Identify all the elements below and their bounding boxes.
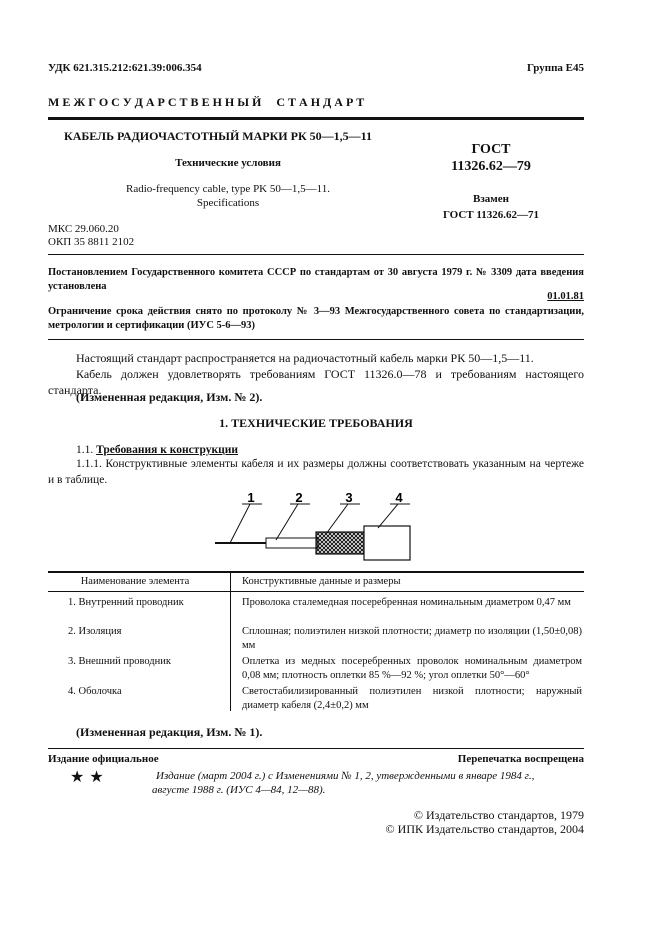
limitation-text: Ограничение срока действия снято по протоколу № 3—93 Межгосударственного совета по стандартизации, метрологии и сертификации (ИУС 5-6—93) <box>48 306 584 331</box>
okp-code: ОКП 35 8811 2102 <box>48 236 135 248</box>
table-row-2-element: 2. Изоляция <box>68 626 122 637</box>
leader-line-4 <box>378 504 398 528</box>
edition-note: Издание (март 2004 г.) с Изменениями № 1, 2, утвержденными в январе 1984 г., августе 1988 г. (ИУС 4—84, 12—88). <box>152 770 535 796</box>
leader-line-3 <box>326 504 348 534</box>
subsection-number: 1.1. <box>76 444 94 456</box>
english-subtitle: Specifications <box>196 197 260 209</box>
title-block-rule <box>48 254 584 255</box>
replaces-value: ГОСТ 11326.62—71 <box>442 209 540 221</box>
change-note-1: (Измененная редакция, Изм. № 1). <box>76 725 263 739</box>
callout-label-3: 3 <box>345 490 353 505</box>
outer-conductor-shape <box>316 532 364 554</box>
stars-mark: ★ ★ <box>70 767 104 786</box>
table-column-divider <box>230 571 231 711</box>
leader-line-1 <box>230 504 250 543</box>
table-row-1-element: 1. Внутренний проводник <box>68 597 184 608</box>
table-header-rule <box>48 591 584 592</box>
footer-rule <box>48 748 584 749</box>
subsection-heading <box>76 444 238 456</box>
table-row-4-data: Светостабилизированный полиэтилен низкой плотности; наружный диаметр кабеля (2,4±0,2) мм <box>242 686 582 711</box>
change-note-2: (Измененная редакция, Изм. № 2). <box>76 390 263 404</box>
table-row-1-data: Проволока сталемедная посеребренная номинальным диаметром 0,47 мм <box>242 597 571 608</box>
decree-rule <box>48 339 584 340</box>
table-row-4-element: 4. Оболочка <box>68 686 122 697</box>
document-title: КАБЕЛЬ РАДИОЧАСТОТНЫЙ МАРКИ РК 50—1,5—11 <box>64 129 373 143</box>
callout-label-4: 4 <box>395 490 403 505</box>
sheath-shape <box>364 526 410 560</box>
scope-paragraph: Настоящий стандарт распространяется на радиочастотный кабель марки РК 50—1,5—11. <box>76 351 534 365</box>
group-code: Группа Е45 <box>526 62 584 74</box>
copyright-1979: © Издательство стандартов, 1979 <box>413 808 584 822</box>
english-title: Radio-frequency cable, type PK 50—1,5—11. <box>126 183 330 195</box>
gost-number: 11326.62—79 <box>451 159 531 174</box>
table-row-3-element: 3. Внешний проводник <box>68 656 171 667</box>
cable-drawing <box>200 488 430 568</box>
table-row-2-data: Сплошная; полиэтилен низкой плотности; диаметр по изоляции (1,50±0,08) мм <box>242 626 582 651</box>
table-row-3-data: Оплетка из медных посеребренных проволок номинальным диаметром 0,08 мм; плотность оплетки 85 %—92 %; угол оплетки 50°—60° <box>242 656 582 681</box>
table-header-data: Конструктивные данные и размеры <box>242 576 401 587</box>
table-top-rule <box>48 571 584 573</box>
table-header-element: Наименование элемента <box>80 576 190 587</box>
introduction-date: 01.01.81 <box>547 291 584 302</box>
official-edition-label: Издание официальное <box>48 753 159 765</box>
decree-text: Постановлением Государственного комитета СССР по стандартам от 30 августа 1979 г. № 3309 дата введения установлена <box>48 267 584 292</box>
construction-paragraph: 1.1.1. Конструктивные элементы кабеля и их размеры должны соответствовать указанным на чертеже и в таблице. <box>48 458 584 486</box>
insulation-shape <box>266 538 318 548</box>
reprint-prohibited-label: Перепечатка воспрещена <box>457 753 584 765</box>
gost-label: ГОСТ <box>471 142 511 157</box>
subsection-title: Требования к конструкции <box>96 444 238 456</box>
leader-line-2 <box>276 504 298 540</box>
document-subtitle: Технические условия <box>175 157 281 169</box>
requirements-paragraph: Кабель должен удовлетворять требованиям ГОСТ 11326.0—78 и требованиям настоящего стандарта. <box>48 367 584 397</box>
replaces-label: Взамен <box>473 193 509 205</box>
callout-label-1: 1 <box>247 490 255 505</box>
mks-code: МКС 29.060.20 <box>48 223 119 235</box>
section-heading: 1. ТЕХНИЧЕСКИЕ ТРЕБОВАНИЯ <box>219 416 413 430</box>
interstate-standard-heading: М Е Ж Г О С У Д А Р С Т В Е Н Н Ы Й С Т А Н Д А Р Т <box>48 95 365 109</box>
header-rule <box>48 117 584 120</box>
copyright-2004: © ИПК Издательство стандартов, 2004 <box>385 822 584 836</box>
callout-label-2: 2 <box>295 490 303 505</box>
udk-code: УДК 621.315.212:621.39:006.354 <box>48 62 202 74</box>
